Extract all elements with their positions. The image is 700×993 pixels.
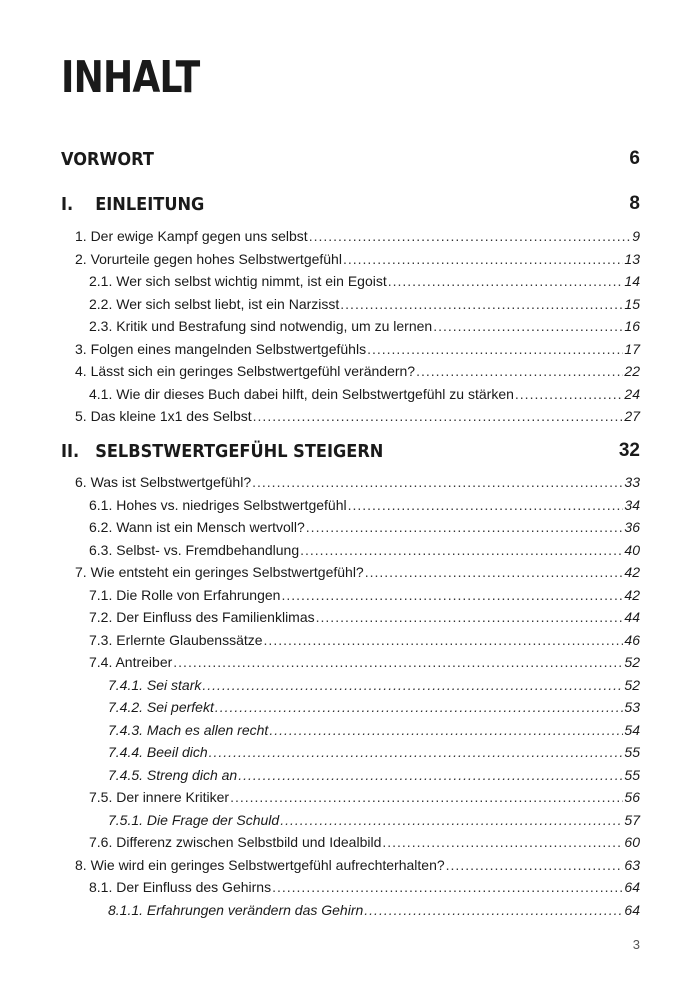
toc-entry[interactable]	[89, 786, 640, 808]
toc-entry-label: 8.1.1. Erfahrungen verändern das Gehirn	[108, 901, 364, 918]
dot-leader	[269, 719, 623, 741]
toc-entry[interactable]	[75, 561, 640, 583]
toc-entry[interactable]	[89, 651, 640, 673]
toc-entry-page: 53	[624, 699, 640, 715]
toc-entry-label: 8. Wie wird ein geringes Selbstwertgefühl aufrechterhalten?	[75, 856, 445, 873]
toc-entry-label: 7.4.3. Mach es allen recht	[108, 721, 269, 738]
toc-entry-label: 7.4.1. Sei stark	[108, 676, 202, 693]
toc-entry[interactable]	[75, 248, 640, 270]
toc-entry-page: 13	[624, 250, 640, 267]
toc-entry-label: 4.1. Wie dir dieses Buch dabei hilft, dein Selbstwertgefühl zu stärken	[89, 385, 514, 402]
toc-entry[interactable]	[108, 764, 640, 786]
toc-entry-page: 60	[624, 834, 640, 850]
dot-leader	[209, 741, 624, 763]
dot-leader	[253, 405, 624, 427]
toc-entry-page: 16	[624, 318, 640, 334]
dot-leader	[202, 674, 623, 696]
section-heading	[61, 441, 383, 462]
toc-entry-page: 52	[624, 676, 640, 693]
section-number: II.	[61, 440, 80, 462]
dot-leader	[340, 293, 623, 315]
toc-entry-label: 6.3. Selbst- vs. Fremdbehandlung	[89, 541, 300, 558]
toc-entry-label: 1. Der ewige Kampf gegen uns selbst	[75, 228, 308, 244]
section-page-number: 6	[629, 148, 640, 169]
dot-leader	[343, 248, 623, 270]
toc-entry[interactable]	[75, 225, 640, 247]
toc-entry-label: 6.2. Wann ist ein Mensch wertvoll?	[89, 519, 305, 535]
section-number: I.	[61, 193, 74, 215]
toc-entry-page: 42	[624, 564, 640, 580]
dot-leader	[230, 786, 623, 808]
toc-entry-page: 34	[624, 496, 640, 513]
toc-entry-page: 36	[624, 519, 640, 535]
toc-entry-label: 5. Das kleine 1x1 des Selbst	[75, 408, 252, 424]
dot-leader	[365, 561, 624, 583]
dot-leader	[272, 876, 623, 898]
toc-entry[interactable]	[89, 516, 640, 538]
toc-entry-label: 7.6. Differenz zwischen Selbstbild und Idealbild	[89, 834, 382, 850]
toc-entry-label: 4. Lässt sich ein geringes Selbstwertgefühl verändern?	[75, 363, 416, 379]
toc-entry[interactable]	[75, 360, 640, 382]
toc-entry[interactable]	[75, 854, 640, 876]
section-page-number: 8	[629, 193, 640, 214]
toc-entry[interactable]	[75, 471, 640, 493]
section-title: VORWORT	[61, 148, 154, 170]
dot-leader	[388, 270, 624, 292]
toc-entry-page: 9	[632, 228, 640, 244]
toc-entry-label: 7.4.2. Sei perfekt	[108, 699, 214, 715]
toc-entry-label: 8.1. Der Einfluss des Gehirns	[89, 879, 272, 895]
toc-entry-page: 55	[624, 766, 640, 783]
toc-entry-page: 14	[624, 273, 640, 289]
toc-section-vorwort[interactable]	[61, 145, 640, 173]
dot-leader	[238, 764, 623, 786]
toc-entry-page: 22	[624, 363, 640, 379]
toc-entry[interactable]	[89, 270, 640, 292]
dot-leader	[306, 516, 624, 538]
toc-entry-page: 27	[624, 408, 640, 424]
toc-entry-page: 64	[624, 879, 640, 895]
toc-entry[interactable]	[108, 809, 640, 831]
dot-leader	[433, 315, 623, 337]
dot-leader	[281, 584, 623, 606]
section-heading	[61, 194, 204, 215]
toc-entry-page: 52	[624, 654, 640, 670]
toc-entry[interactable]	[75, 405, 640, 427]
toc-entry[interactable]	[89, 831, 640, 853]
toc-entry-label: 2.2. Wer sich selbst liebt, ist ein Narzisst	[89, 295, 340, 312]
toc-entry-label: 7.4.4. Beeil dich	[108, 744, 208, 760]
toc-entry-page: 33	[624, 474, 640, 490]
toc-entry[interactable]	[89, 383, 640, 405]
toc-entry-label: 7.5. Der innere Kritiker	[89, 789, 230, 805]
dot-leader	[300, 539, 623, 561]
toc-entry-label: 7.2. Der Einfluss des Familienklimas	[89, 609, 315, 625]
toc-entry-page: 15	[624, 295, 640, 312]
dot-leader	[416, 360, 623, 382]
toc-entry-page: 64	[624, 901, 640, 918]
toc-entry[interactable]	[75, 338, 640, 360]
toc-entry-label: 2. Vorurteile gegen hohes Selbstwertgefühl	[75, 250, 342, 267]
toc-entry[interactable]	[108, 899, 640, 921]
page-number: 3	[632, 937, 640, 952]
section-title: EINLEITUNG	[95, 193, 205, 215]
dot-leader	[215, 696, 624, 718]
toc-entry-page: 17	[624, 340, 640, 357]
toc-entry[interactable]	[89, 539, 640, 561]
dot-leader	[264, 629, 624, 651]
toc-entry-label: 2.1. Wer sich selbst wichtig nimmt, ist ein Egoist	[89, 273, 387, 289]
toc-entry-label: 2.3. Kritik und Bestrafung sind notwendig, um zu lernen	[89, 318, 433, 334]
dot-leader	[367, 338, 623, 360]
toc-entry-label: 7.1. Die Rolle von Erfahrungen	[89, 586, 281, 603]
toc-entry-page: 42	[624, 586, 640, 603]
dot-leader	[280, 809, 623, 831]
toc-entry-label: 6.1. Hohes vs. niedriges Selbstwertgefühl	[89, 496, 347, 513]
section-page-number: 32	[618, 440, 640, 461]
toc-entry[interactable]	[89, 629, 640, 651]
toc-entry[interactable]	[89, 293, 640, 315]
toc-entry[interactable]	[108, 741, 640, 763]
dot-leader	[173, 651, 623, 673]
dot-leader	[316, 606, 624, 628]
toc-entry-page: 56	[624, 789, 640, 805]
toc-section-selbstwertgefuehl-steigern[interactable]	[61, 437, 640, 465]
toc-entry-label: 3. Folgen eines mangelnden Selbstwertgefühls	[75, 340, 367, 357]
dot-leader	[252, 471, 623, 493]
toc-entry-label: 7.3. Erlernte Glaubenssätze	[89, 631, 263, 648]
dot-leader	[446, 854, 624, 876]
page-title: INHALT	[61, 52, 200, 103]
toc-section-einleitung[interactable]	[61, 190, 640, 218]
toc-entry-page: 24	[624, 385, 640, 402]
toc-entry[interactable]	[89, 606, 640, 628]
toc-entry[interactable]	[89, 315, 640, 337]
toc-entry-page: 44	[624, 609, 640, 625]
toc-entry[interactable]	[89, 494, 640, 516]
toc-entry-page: 54	[624, 721, 640, 738]
toc-entry-page: 40	[624, 541, 640, 558]
toc-entry-label: 7.5.1. Die Frage der Schuld	[108, 811, 280, 828]
toc-entry-page: 55	[624, 744, 640, 760]
toc-entry-label: 7.4.5. Streng dich an	[108, 766, 238, 783]
dot-leader	[309, 225, 632, 247]
toc-entry[interactable]	[108, 674, 640, 696]
dot-leader	[515, 383, 624, 405]
toc-entry[interactable]	[108, 696, 640, 718]
toc-entry[interactable]	[89, 876, 640, 898]
toc-entry[interactable]	[89, 584, 640, 606]
toc-entry-label: 6. Was ist Selbstwertgefühl?	[75, 474, 252, 490]
toc-entry-page: 57	[624, 811, 640, 828]
toc-entry-page: 46	[624, 631, 640, 648]
dot-leader	[348, 494, 624, 516]
toc-entry-page: 63	[624, 856, 640, 873]
dot-leader	[364, 899, 623, 921]
toc-entry-label: 7.4. Antreiber	[89, 654, 173, 670]
toc-entry[interactable]	[108, 719, 640, 741]
toc-entry-label: 7. Wie entsteht ein geringes Selbstwertgefühl?	[75, 564, 364, 580]
section-title: SELBSTWERTGEFÜHL STEIGERN	[95, 440, 384, 462]
dot-leader	[382, 831, 623, 853]
